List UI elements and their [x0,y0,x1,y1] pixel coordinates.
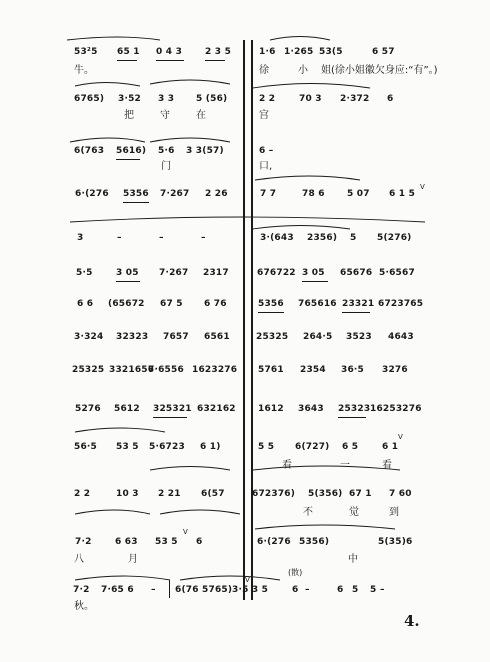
note-group: 56·5 [74,442,98,452]
note-group: 6 76 [204,299,227,309]
note-group: 0 4 3 [156,47,183,57]
lyric: 到 [389,507,399,518]
beam-line [338,417,366,418]
note-group: 2317 [203,268,229,278]
slur [75,576,170,580]
note-group: 3276 [382,365,408,375]
note-group: 7657 [163,332,189,342]
note-group: 6 [337,585,344,595]
note-group: 4643 [388,332,414,342]
note-group: 6(763 [74,146,105,156]
note-group: 5 [350,233,357,243]
note-group: 5356 [123,189,149,199]
note-group: 3 05 [302,268,325,278]
note-group: 676722 [257,268,296,278]
note-group: 7·2 [73,585,90,595]
note-group: 3643 [298,404,324,414]
lyric: 口, [259,161,273,172]
note-group: 325321 [153,404,192,414]
lyric: 不 [303,507,313,518]
note-group: 3321656 [109,365,155,375]
note-group: 3 05 [116,268,139,278]
note-group: 5356 [258,299,284,309]
note-group: 2 2 [74,489,91,499]
note-group: 6 – [259,146,274,156]
note-group: 3 [77,233,84,243]
slur [75,510,150,514]
note-group: 5·5 [76,268,93,278]
beam-line [116,281,140,282]
note-group: 3 3 [158,94,175,104]
note-group: 53²5 [74,47,98,57]
note-group: 1·6 [259,47,276,57]
lyric: 八 [74,554,84,565]
note-group: 25325 [72,365,105,375]
note-group: 6 1 5 [389,189,416,199]
note-group: 6723765 [378,299,424,309]
note-group: 7·267 [160,189,190,199]
breath-mark: V [420,183,425,191]
note-group: 3·52 [118,94,142,104]
note-group: 5612 [114,404,140,414]
note-group: 7 7 [260,189,277,199]
beam-line [258,312,284,313]
note-group: 7·2 [75,537,92,547]
note-group: 6(727) [295,442,330,452]
note-group: – [117,233,122,243]
note-group: – [159,233,164,243]
lyric: 把 [124,110,134,121]
note-group: 7 60 [389,489,412,499]
note-group: 5356) [299,537,330,547]
beam-line [153,417,187,418]
slur [70,138,145,142]
barline [169,580,170,598]
note-group: 6765) [74,94,105,104]
note-group: 3 3(57) [186,146,224,156]
slur [255,525,395,529]
note-group: 2 2 [259,94,276,104]
beam-line [205,60,225,61]
beam-line [123,202,149,203]
note-group: 5276 [75,404,101,414]
note-group: 53(5 [319,47,343,57]
note-group: 6 1 [382,442,399,452]
note-group: 264·5 [303,332,333,342]
slur [75,83,140,87]
beam-line [156,60,184,61]
note-group: 672376) [252,489,296,499]
beam-line [302,281,328,282]
note-group: 3523 [346,332,372,342]
note-group: – [305,585,310,595]
note-group: 6 [196,537,203,547]
lyric: 看 [282,460,292,471]
note-group: 5 [352,585,359,595]
note-group: 67 1 [349,489,372,499]
lyric: 门 [161,161,171,172]
lyric: 觉 [349,507,359,518]
note-group: – [151,585,156,595]
breath-mark: V [398,433,403,441]
note-group: 632162 [197,404,236,414]
note-group: – [201,233,206,243]
beam-line [342,312,370,313]
lyric: 牛。 [74,65,94,76]
slur [150,80,230,84]
lyric: 在 [196,110,206,121]
note-group: 53 5 [155,537,178,547]
note-group: 765616 [298,299,337,309]
barline-left-system [243,40,245,600]
note-group: 7·267 [159,268,189,278]
note-group: 6 [292,585,299,595]
note-group: 32323 [116,332,149,342]
breath-mark: V [245,576,250,584]
note-group: 6 6 [77,299,94,309]
note-group: 65676 [340,268,373,278]
note-group: 16253276 [370,404,422,414]
lyric: 小 [298,65,308,76]
note-group: 6(76 5765) [175,585,233,595]
note-group: 2 21 [158,489,181,499]
tempo-marking: (散) [288,568,303,577]
note-group: – [380,585,385,595]
note-group: 53 5 [116,442,139,452]
slur [270,37,330,41]
lyric: 月 [128,554,138,565]
note-group: 65 1 [117,47,140,57]
lyric: 宫 [259,110,269,121]
note-group: 10 3 [116,489,139,499]
note-group: 2 3 5 [205,47,232,57]
note-group: 6 63 [115,537,138,547]
page-number: 4. [404,612,420,630]
note-group: 2356) [307,233,338,243]
note-group: 6561 [204,332,230,342]
beam-line [116,159,140,160]
note-group: 5761 [258,365,284,375]
note-group: 3·5 3 5 [232,585,269,595]
lyric: 守 [160,110,170,121]
note-group: 25325 [256,332,289,342]
note-group: 36·5 [341,365,365,375]
note-group: 5·6 [158,146,175,156]
note-group: 2 26 [205,189,228,199]
note-group: 5 07 [347,189,370,199]
slur [70,217,425,222]
note-group: 6 57 [372,47,395,57]
note-group: 5616) [116,146,147,156]
note-group: 6·(276 [257,537,291,547]
note-group: 5 [370,585,377,595]
lyric: 徐 [259,65,269,76]
note-group: 3·(643 [260,233,294,243]
note-group: 7·65 6 [101,585,134,595]
slur [253,466,400,470]
note-group: 5 (56) [196,94,228,104]
lyric: 秋。 [74,601,94,612]
note-group: 3·324 [74,332,104,342]
note-group: 6(57 [201,489,225,499]
beam-line [117,60,137,61]
slur [75,428,165,432]
slur [180,576,280,580]
note-group: 78 6 [302,189,325,199]
note-group: 6 [387,94,394,104]
note-group: 70 3 [299,94,322,104]
breath-mark: V [183,528,188,536]
note-group: 1612 [258,404,284,414]
lyric: 姐(徐小姐徽欠身应:“有”。) [321,65,438,76]
note-group: 23321 [342,299,375,309]
note-group: 6·(276 [75,189,109,199]
note-group: 2·372 [340,94,370,104]
note-group: 25323 [338,404,371,414]
slur [253,84,370,89]
note-group: 5·6567 [379,268,415,278]
note-group: 67 5 [160,299,183,309]
slur [150,467,230,471]
note-group: 5 5 [258,442,275,452]
slur [160,510,240,514]
note-group: 6 5 [342,442,359,452]
slur [253,226,350,230]
lyric: 中 [348,554,358,565]
note-group: 5(356) [308,489,343,499]
lyric: 一 [340,460,350,471]
barline-right-system [251,40,253,600]
slur [150,138,230,142]
note-group: 1·265 [284,47,314,57]
note-group: 1623276 [192,365,238,375]
slur [255,176,360,180]
slur [67,37,160,40]
note-group: 2354 [300,365,326,375]
note-group: (65672 [108,299,145,309]
note-group: 6 1) [200,442,221,452]
lyric: 看 [382,460,392,471]
note-group: 5·6723 [149,442,185,452]
note-group: 5(276) [377,233,412,243]
note-group: 5(35)6 [378,537,413,547]
note-group: 7·6556 [148,365,184,375]
